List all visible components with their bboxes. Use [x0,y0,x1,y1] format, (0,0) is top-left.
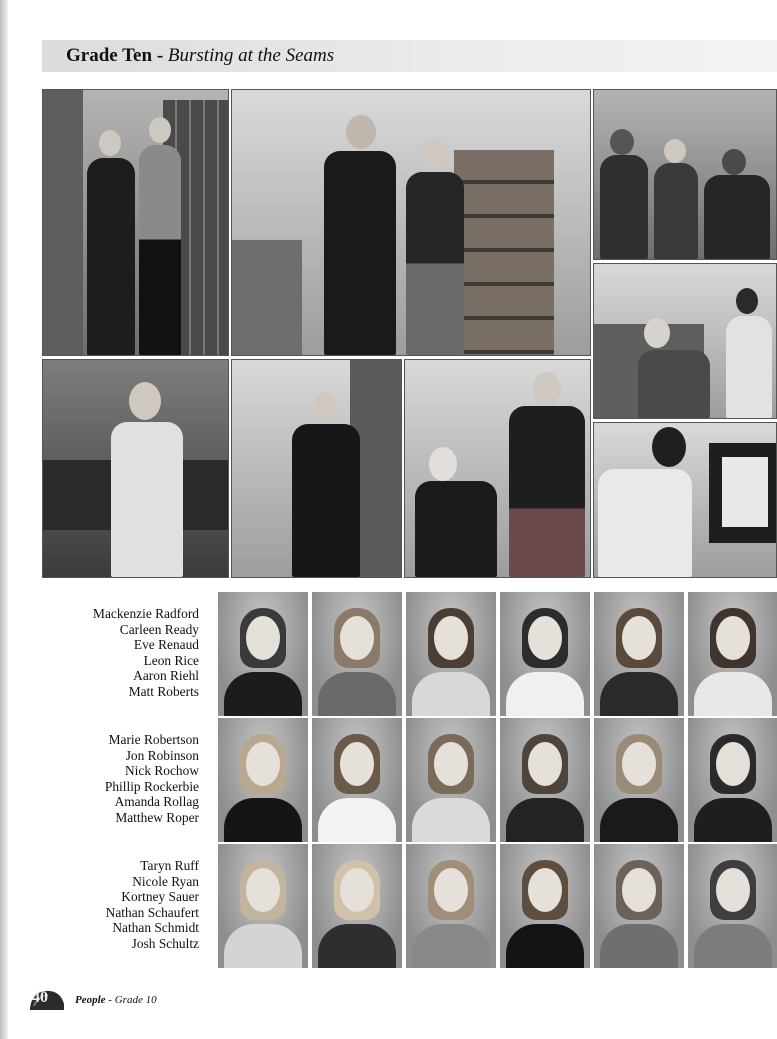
title-subtitle: Bursting at the Seams [167,45,335,66]
portrait-shirt [694,924,772,968]
candid-photo-computer-lab [593,422,777,578]
student-portrait [312,592,402,716]
student-name: Nick Rochow [124,763,199,779]
student-name: Kortney Sauer [121,889,199,905]
portrait-shirt [224,672,302,716]
student-portrait [312,718,402,842]
student-portrait [500,592,590,716]
portrait-face [528,616,562,660]
student-portrait [406,718,496,842]
page-footer [75,994,157,1006]
portrait-face [528,742,562,786]
student-portrait [594,844,684,968]
student-name: Mackenzie Radford [93,606,199,621]
student-portrait [500,718,590,842]
portrait-face [622,868,656,912]
candid-photo-desk-student [593,263,777,419]
student-name: Nathan Schmidt [112,920,199,936]
student-name: Marie Robertson [108,732,199,747]
student-name: Nathan Schaufert [105,904,199,920]
page-header [42,40,777,72]
names-row-3 [40,858,199,952]
student-portrait [594,592,684,716]
student-name: Eve Renaud [133,637,199,653]
candid-photo-two-girls [404,359,591,578]
portrait-face [246,616,280,660]
portrait-shirt [318,798,396,842]
student-name: Leon Rice [143,652,199,668]
portrait-shirt [694,798,772,842]
portrait-face [716,616,750,660]
student-portrait [594,718,684,842]
portrait-shirt [412,672,490,716]
portrait-face [622,616,656,660]
portrait-shirt [600,672,678,716]
student-name: Aaron Riehl [133,668,199,684]
portrait-shirt [412,924,490,968]
portrait-face [434,742,468,786]
portrait-shirt [318,924,396,968]
footer-section: People [75,994,106,1006]
student-portrait [688,718,777,842]
portrait-shirt [506,798,584,842]
student-portrait [218,844,308,968]
page-number: 40 [32,989,48,1006]
student-name: Matthew Roper [115,809,199,825]
footer-separator: - [105,994,115,1006]
student-name: Jon Robinson [125,747,199,763]
page-edge-shadow [0,0,8,1039]
student-portrait [688,844,777,968]
portrait-face [716,742,750,786]
portrait-shirt [412,798,490,842]
student-name: Phillip Rockerbie [104,778,199,794]
footer-subsection: Grade 10 [114,994,157,1006]
portrait-shirt [224,924,302,968]
student-portrait [406,592,496,716]
portrait-shirt [600,924,678,968]
page-title [66,45,334,67]
portrait-face [340,616,374,660]
portrait-face [340,868,374,912]
candid-photo-lab-group [593,89,777,260]
portrait-shirt [600,798,678,842]
portrait-face [528,868,562,912]
portrait-face [246,742,280,786]
portrait-face [246,868,280,912]
names-row-1 [40,606,199,700]
student-portrait [218,592,308,716]
student-portrait [406,844,496,968]
title-separator: - [152,45,168,66]
portrait-shirt [224,798,302,842]
portrait-face [340,742,374,786]
student-name: Taryn Ruff [140,858,199,873]
portrait-face [716,868,750,912]
student-name: Nicole Ryan [132,873,199,889]
student-portrait [688,592,777,716]
portrait-shirt [318,672,396,716]
student-name: Carleen Ready [119,621,199,637]
student-name: Josh Schultz [131,935,199,951]
student-portrait [500,844,590,968]
candid-photo-hallway [42,89,229,356]
candid-photo-student-headphones [42,359,229,578]
names-row-2 [40,732,199,826]
student-portrait [312,844,402,968]
portrait-shirt [506,672,584,716]
student-name: Matt Roberts [128,683,199,699]
student-name: Amanda Rollag [114,794,199,810]
title-section: Grade Ten [66,45,153,66]
portrait-face [434,616,468,660]
portrait-shirt [506,924,584,968]
portrait-shirt [694,672,772,716]
student-portrait [218,718,308,842]
candid-photo-doorway-student [231,359,402,578]
portrait-face [622,742,656,786]
portrait-face [434,868,468,912]
candid-photo-classroom-couple [231,89,591,356]
